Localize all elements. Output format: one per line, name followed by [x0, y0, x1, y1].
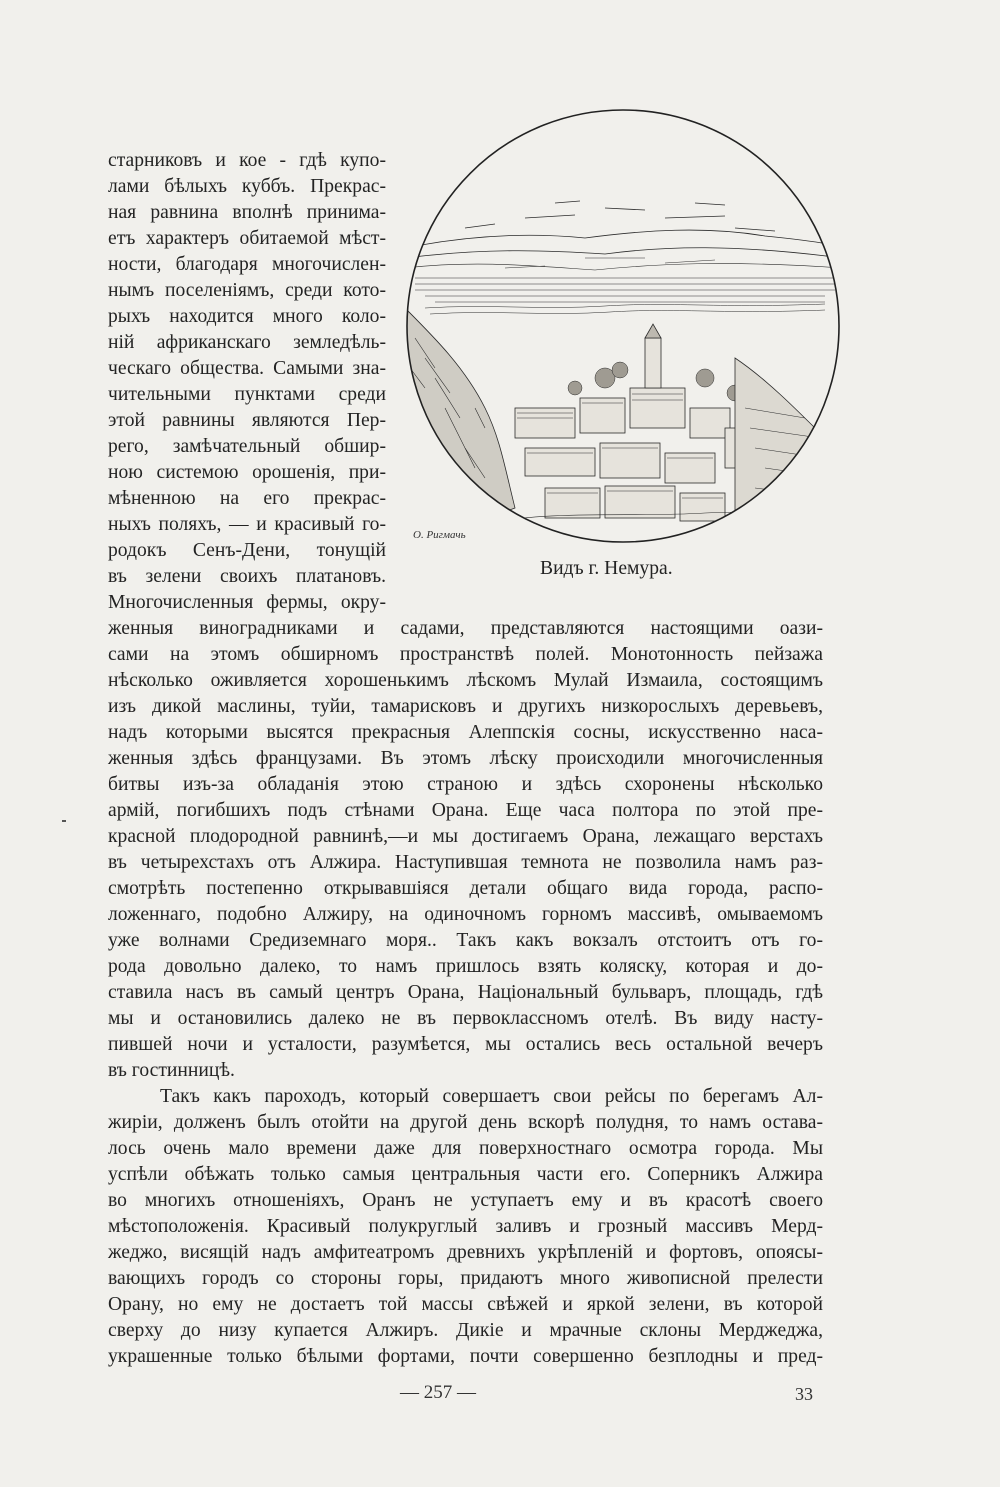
- text-line: чительными пунктами среди: [108, 384, 386, 405]
- town-view-illustration: [405, 108, 842, 548]
- text-line: битвы изъ-за обладанія этою страною и здѣсь схоронены нѣсколько: [108, 774, 823, 795]
- text-line: рыхъ находится много коло-: [108, 306, 386, 327]
- text-line: старниковъ и кое - гдѣ купо-: [108, 150, 386, 171]
- text-line: армій, погибшихъ подъ стѣнами Орана. Еще часа полтора по этой пре-: [108, 800, 823, 821]
- text-line: женныя виноградниками и садами, представляются настоящими оази-: [108, 618, 823, 639]
- text-line: родокъ Сенъ-Дени, тонущій: [108, 540, 386, 561]
- text-line: ною системою орошенія, при-: [108, 462, 386, 483]
- text-line: вающихъ городъ со стороны горы, придаютъ много живописной прелести: [108, 1268, 823, 1289]
- illustration-caption: Видъ г. Немура.: [540, 558, 673, 579]
- text-line: Многочисленныя фермы, окру-: [108, 592, 386, 613]
- text-line: ности, благодаря многочислен-: [108, 254, 386, 275]
- text-line: ная равнина вполнѣ принима-: [108, 202, 386, 223]
- text-line: рего, замѣчательный обшир-: [108, 436, 386, 457]
- text-line: нымъ поселеніямъ, среди кото-: [108, 280, 386, 301]
- text-line: лами бѣлыхъ куббъ. Прекрас-: [108, 176, 386, 197]
- text-line: успѣли обѣжать только самыя центральныя части его. Соперникъ Алжира: [108, 1164, 823, 1185]
- text-line: красной плодородной равнинѣ,—и мы достигаемъ Орана, лежащаго верстахъ: [108, 826, 823, 847]
- text-line: ставила насъ въ самый центръ Орана, Національный бульваръ, площадь, гдѣ: [108, 982, 823, 1003]
- text-line: Такъ какъ пароходъ, который совершаетъ свои рейсы по берегамъ Ал-: [160, 1086, 823, 1107]
- text-line: въ зелени своихъ платановъ.: [108, 566, 386, 587]
- text-line: ній африканскаго земледѣль-: [108, 332, 386, 353]
- text-line: жеджо, висящій надъ амфитеатромъ древнихъ укрѣпленій и фортовъ, опоясы-: [108, 1242, 823, 1263]
- text-line: етъ характеръ обитаемой мѣст-: [108, 228, 386, 249]
- text-line: сами на этомъ обширномъ пространствѣ полей. Монотонность пейзажа: [108, 644, 823, 665]
- margin-mark: [62, 820, 66, 822]
- text-line: Орану, но ему не достаетъ той массы свѣжей и яркой зелени, въ которой: [108, 1294, 823, 1315]
- text-line: рода довольно далеко, то намъ пришлось взять коляску, которая и до-: [108, 956, 823, 977]
- text-line: женныя здѣсь французами. Въ этомъ лѣску происходили многочисленныя: [108, 748, 823, 769]
- text-line: мѣненною на его прекрас-: [108, 488, 386, 509]
- text-line: мы и остановились далеко не въ первоклассномъ отелѣ. Въ виду насту-: [108, 1008, 823, 1029]
- text-line: изъ дикой маслины, туйи, тамарисковъ и другихъ низкорослыхъ деревьевъ,: [108, 696, 823, 717]
- page-number: — 257 —: [400, 1382, 476, 1403]
- text-line: этой равнины являются Пер-: [108, 410, 386, 431]
- artist-signature: О. Ригмачь: [413, 529, 466, 541]
- text-line: смотрѣть постепенно открывавшіяся детали общаго вида города, распо-: [108, 878, 823, 899]
- text-line: ложеннаго, подобно Алжиру, на одиночномъ горномъ массивѣ, омываемомъ: [108, 904, 823, 925]
- text-line: въ гостинницѣ.: [108, 1060, 235, 1081]
- text-line: пившей ночи и усталости, разумѣется, мы остались весь остальной вечеръ: [108, 1034, 823, 1055]
- text-line: уже волнами Средиземнаго моря.. Такъ какъ вокзалъ отстоитъ отъ го-: [108, 930, 823, 951]
- text-line: въ четырехстахъ отъ Алжира. Наступившая темнота не позволила намъ раз-: [108, 852, 823, 873]
- text-line: мѣстоположенія. Красивый полукруглый заливъ и грозный массивъ Мерд-: [108, 1216, 823, 1237]
- text-line: жиріи, долженъ былъ отойти на другой день вскорѣ полудня, то намъ остава-: [108, 1112, 823, 1133]
- text-line: нѣсколько оживляется хорошенькимъ лѣскомъ Мулай Измаила, состоящимъ: [108, 670, 823, 691]
- text-line: ческаго общества. Самыми зна-: [108, 358, 386, 379]
- signature-mark: 33: [795, 1384, 813, 1404]
- text-line: украшенные только бѣлыми фортами, почти совершенно безплодны и пред-: [108, 1346, 823, 1367]
- text-line: ныхъ поляхъ, — и красивый го-: [108, 514, 386, 535]
- text-line: надъ которыми высятся прекрасныя Алеппскія сосны, искусственно наса-: [108, 722, 823, 743]
- text-line: сверху до низу купается Алжиръ. Дикіе и мрачные склоны Мерджеджа,: [108, 1320, 823, 1341]
- text-line: во многихъ отношеніяхъ, Оранъ не уступаетъ ему и въ красотѣ своего: [108, 1190, 823, 1211]
- text-line: лось очень мало времени даже для поверхностнаго осмотра города. Мы: [108, 1138, 823, 1159]
